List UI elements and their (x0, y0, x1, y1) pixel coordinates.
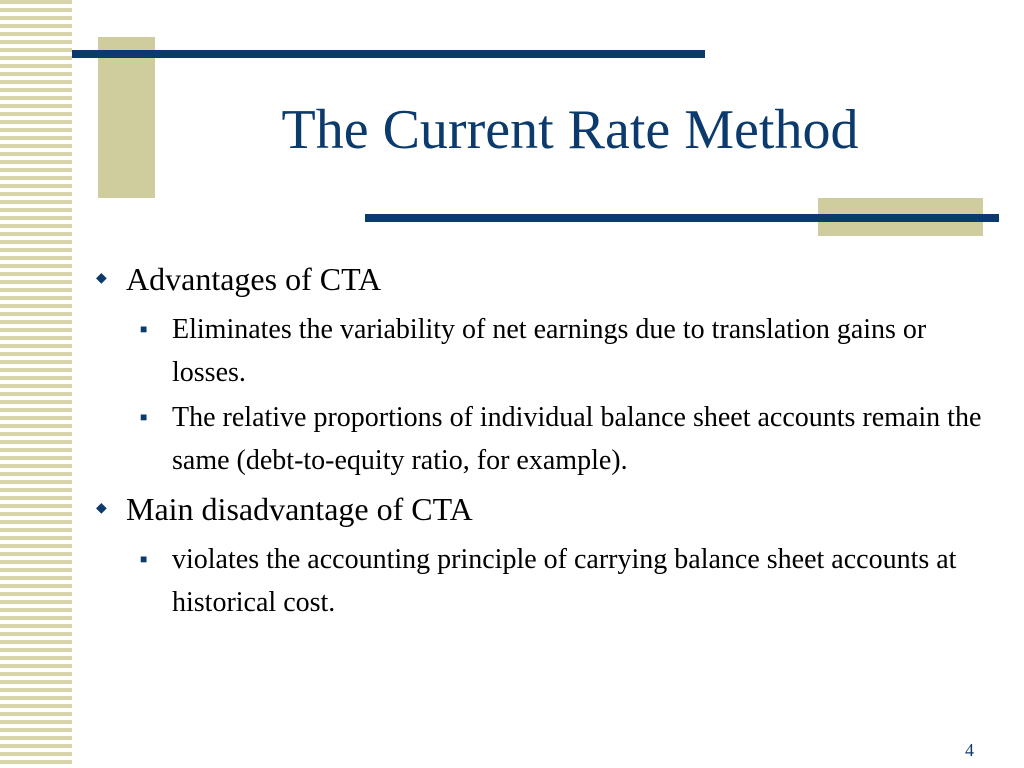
page-number: 4 (965, 740, 974, 760)
square-bullet-icon: ■ (140, 322, 148, 336)
diamond-bullet-icon: ◆ (96, 501, 107, 516)
slide-title: The Current Rate Method (281, 99, 859, 161)
list-item-text: violates the accounting principle of carrying balance sheet accounts at historical cost. (172, 544, 957, 618)
list-item (90, 308, 990, 394)
section-heading-disadvantage (90, 488, 990, 530)
list-item-text: Eliminates the variability of net earnings due to translation gains or losses. (172, 314, 927, 388)
decorative-stripe-band (0, 0, 72, 768)
section-heading-text: Main disadvantage of CTA (126, 491, 473, 527)
slide-body (90, 258, 990, 626)
diamond-bullet-icon: ◆ (96, 271, 107, 286)
square-bullet-icon: ■ (140, 552, 148, 566)
title-rule-bottom (365, 214, 999, 222)
title-rule-top (72, 50, 705, 58)
section-heading-advantages (90, 258, 990, 300)
square-bullet-icon: ■ (140, 410, 148, 424)
list-item (90, 396, 990, 482)
list-item (90, 538, 990, 624)
decorative-block-top-left (98, 37, 155, 198)
section-heading-text: Advantages of CTA (126, 261, 382, 297)
list-item-text: The relative proportions of individual balance sheet accounts remain the same (debt-to-equity ratio, for example). (172, 402, 982, 476)
